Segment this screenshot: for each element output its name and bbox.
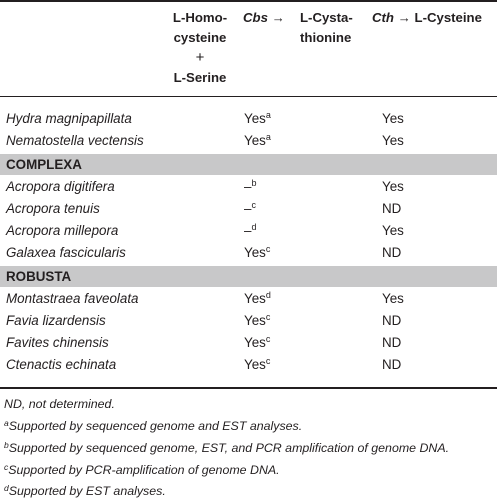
table-row xyxy=(0,310,497,332)
cbs-text: Yes xyxy=(244,291,266,306)
cbs-text: Yes xyxy=(244,335,266,350)
header-cystathionine-line1: L-Cysta- xyxy=(300,10,353,25)
cbs-footnote-mark: d xyxy=(251,222,257,232)
footnote-nd: ND, not determined. xyxy=(4,397,115,411)
footnote-mark: c xyxy=(4,462,9,472)
cbs-text: – xyxy=(244,179,252,194)
species-name: Galaxea fascicularis xyxy=(6,245,126,260)
cbs-value xyxy=(244,288,271,310)
cbs-text: Yes xyxy=(244,111,266,126)
species-name: Nematostella vectensis xyxy=(6,133,144,148)
species-name: Acropora digitifera xyxy=(6,179,115,194)
footnote-a xyxy=(4,418,494,434)
footnote-c xyxy=(4,462,494,478)
cbs-value xyxy=(244,242,270,264)
header-cysteine: L-Cysteine xyxy=(414,10,482,25)
footnote-text: Supported by sequenced genome and EST analyses. xyxy=(8,419,303,433)
header-substrate-line1: L-Homo- xyxy=(172,10,228,25)
species-name: Hydra magnipapillata xyxy=(6,111,132,126)
cbs-footnote-mark: a xyxy=(265,110,271,120)
cth-value: Yes xyxy=(382,291,404,306)
cbs-value xyxy=(244,310,270,332)
species-name: Favia lizardensis xyxy=(6,313,106,328)
cbs-footnote-mark: c xyxy=(251,200,256,210)
cbs-footnote-mark: c xyxy=(265,312,271,322)
header-cbs-enzyme: Cbs xyxy=(243,10,268,25)
cbs-text: Yes xyxy=(244,357,266,372)
cbs-value xyxy=(244,108,271,130)
footnote-mark: d xyxy=(4,483,9,493)
cth-value: Yes xyxy=(382,179,404,194)
species-name: Acropora tenuis xyxy=(6,201,100,216)
cbs-value xyxy=(244,332,270,354)
footnote-mark: b xyxy=(4,440,9,450)
table-row xyxy=(0,354,497,376)
cth-value: ND xyxy=(382,357,402,372)
species-name: Ctenactis echinata xyxy=(6,357,117,372)
group-header-robusta xyxy=(0,266,497,287)
species-name: Montastraea faveolata xyxy=(6,291,139,306)
footnote-d xyxy=(4,483,494,499)
footnote-text: Supported by EST analyses. xyxy=(8,484,166,498)
header-cbs xyxy=(243,8,297,28)
cbs-value xyxy=(244,130,271,152)
table-row xyxy=(0,332,497,354)
footnote-b xyxy=(4,440,494,456)
footnote-text: Supported by sequenced genome, EST, and PCR amplification of genome DNA. xyxy=(8,441,450,455)
header-cth-arrow: → xyxy=(397,10,411,25)
cbs-value xyxy=(244,220,256,242)
table-row xyxy=(0,288,497,310)
group-label: ROBUSTA xyxy=(6,269,72,284)
cbs-footnote-mark: c xyxy=(265,244,271,254)
table-row xyxy=(0,176,497,198)
cbs-value xyxy=(244,354,270,376)
cth-value: Yes xyxy=(382,223,404,238)
cth-value: ND xyxy=(382,201,402,216)
header-substrate xyxy=(158,8,242,88)
cbs-footnote-mark: c xyxy=(265,334,271,344)
cbs-text: Yes xyxy=(244,245,266,260)
header-cystathionine-line2: thionine xyxy=(300,30,352,45)
group-header-complexa xyxy=(0,154,497,175)
header-rule xyxy=(0,96,497,97)
footnote-text: Supported by PCR-amplification of genome DNA. xyxy=(8,463,280,477)
header-cth-enzyme: Cth xyxy=(372,10,394,25)
table-row xyxy=(0,108,497,130)
bottom-rule xyxy=(0,387,497,389)
cbs-value xyxy=(244,198,256,220)
cbs-footnote-mark: c xyxy=(265,356,271,366)
cbs-text: – xyxy=(244,201,252,216)
cbs-text: Yes xyxy=(244,133,266,148)
species-name: Acropora millepora xyxy=(6,223,119,238)
header-plus: + xyxy=(195,49,205,66)
cbs-footnote-mark: a xyxy=(265,132,271,142)
header-substrate-line3: L-Serine xyxy=(173,70,227,85)
table-row xyxy=(0,220,497,242)
group-label: COMPLEXA xyxy=(6,157,82,172)
cbs-footnote-mark: d xyxy=(265,290,271,300)
species-name: Favites chinensis xyxy=(6,335,109,350)
table-row xyxy=(0,130,497,152)
header-substrate-line2: cysteine xyxy=(173,30,227,45)
cth-value: ND xyxy=(382,335,402,350)
cbs-text: Yes xyxy=(244,313,266,328)
cth-value: Yes xyxy=(382,133,404,148)
cth-value: ND xyxy=(382,245,402,260)
header-cbs-arrow: → xyxy=(271,10,285,25)
cbs-value xyxy=(244,176,256,198)
header-cth xyxy=(372,8,488,28)
cbs-text: – xyxy=(244,223,252,238)
cth-value: ND xyxy=(382,313,402,328)
table-row xyxy=(0,242,497,264)
footnote-mark: a xyxy=(4,418,9,428)
top-rule xyxy=(0,0,497,2)
table-row xyxy=(0,198,497,220)
cth-value: Yes xyxy=(382,111,404,126)
cbs-footnote-mark: b xyxy=(251,178,257,188)
